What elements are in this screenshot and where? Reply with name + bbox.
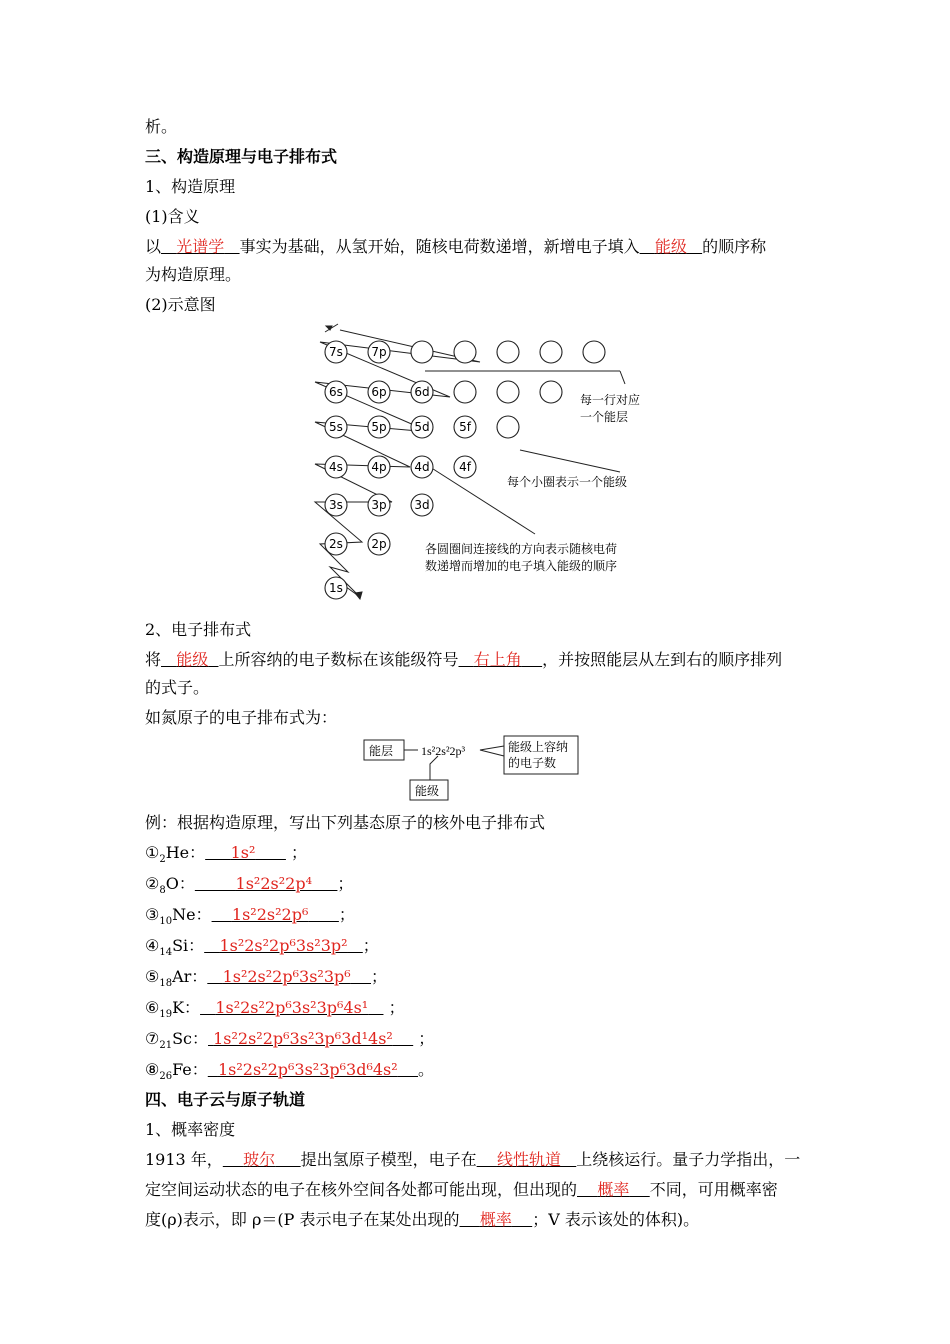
orbital-label: 3p bbox=[371, 498, 387, 512]
note-row-2: 一个能层 bbox=[580, 410, 629, 424]
example-intro: 例：根据构造原理，写出下列基态原子的核外电子排布式 bbox=[145, 813, 546, 832]
section4-p2: 定空间运动状态的电子在核外空间各处都可能出现，但出现的 概率 不同，可用概率密 bbox=[145, 1180, 778, 1199]
section4-heading: 四、电子云与原子轨道 bbox=[145, 1090, 306, 1109]
section3-sub1: 1、构造原理 bbox=[145, 177, 236, 196]
section3-p1-cont: 为构造原理。 bbox=[145, 265, 242, 284]
section3-p2-cont: 的式子。 bbox=[145, 678, 210, 697]
box-count-1: 能级上容纳 bbox=[508, 740, 569, 754]
answer-blank-gailv-2: 概率 bbox=[479, 1210, 512, 1229]
example-o: $②_8O$： 1s²2s²2p⁴ ； bbox=[145, 874, 354, 897]
nitrogen-config: 1s²2s²2p³ bbox=[421, 744, 466, 758]
box-count-2: 的电子数 bbox=[508, 756, 557, 770]
example-si: $④_{14}Si$： 1s²2s²2p⁶3s²3p² ； bbox=[145, 936, 379, 959]
section3-item1: (1)含义 bbox=[145, 207, 200, 226]
box-layer: 能层 bbox=[369, 744, 394, 758]
section3-heading: 三、构造原理与电子排布式 bbox=[145, 147, 338, 166]
example-ar: $⑤_{18}Ar$： 1s²2s²2p⁶3s²3p⁶ ； bbox=[145, 967, 388, 990]
orbital-label: 5d bbox=[414, 420, 430, 434]
answer-blank-guangpuxue: 光谱学 bbox=[176, 237, 225, 256]
note-lines-1: 各圆圈间连接线的方向表示随核电荷 bbox=[425, 542, 618, 556]
orbital-label: 4f bbox=[459, 460, 471, 474]
orbital-label: 5f bbox=[459, 420, 471, 434]
orbital-label: 4d bbox=[414, 460, 430, 474]
section4-p3: 度(ρ)表示，即 ρ＝(P 表示电子在某处出现的 概率 ；V 表示该处的体积)。 bbox=[145, 1210, 700, 1229]
orbital-label: 7p bbox=[371, 345, 387, 359]
section3-p3: 如氮原子的电子排布式为： bbox=[145, 708, 338, 727]
answer-blank-youshangjiao: 右上角 bbox=[473, 650, 522, 669]
orbital-label: 4s bbox=[329, 460, 343, 474]
answer-blank-nengji: 能级 bbox=[654, 237, 687, 256]
section3-sub2: 2、电子排布式 bbox=[145, 620, 252, 639]
answer-blank-boer: 玻尔 bbox=[243, 1150, 276, 1169]
section4-p1: 1913 年， 玻尔 提出氢原子模型，电子在 线性轨道 上绕核运行。量子力学指出，一 bbox=[145, 1150, 801, 1169]
orbital-label: 3d bbox=[414, 498, 430, 512]
orbital-label: 6s bbox=[329, 385, 343, 399]
example-ne: $③_{10}Ne$： 1s²2s²2p⁶ ； bbox=[145, 905, 355, 928]
aufbau-diagram bbox=[300, 322, 670, 607]
section3-p2: 将 能级 上所容纳的电子数标在该能级符号 右上角 ，并按照能层从左到右的顺序排列 bbox=[145, 650, 783, 669]
orbital-label: 2p bbox=[371, 537, 387, 551]
box-level: 能级 bbox=[415, 784, 440, 798]
nitrogen-config-figure bbox=[362, 734, 582, 802]
section4-sub1: 1、概率密度 bbox=[145, 1120, 236, 1139]
orbital-label: 2s bbox=[329, 537, 343, 551]
answer-blank-xianxingguidao: 线性轨道 bbox=[496, 1150, 561, 1169]
example-sc: $⑦_{21}Sc$： 1s²2s²2p⁶3s²3p⁶3d¹4s² ； bbox=[145, 1029, 435, 1052]
example-fe: $⑧_{26}Fe$： 1s²2s²2p⁶3s²3p⁶3d⁶4s² 。 bbox=[145, 1060, 435, 1083]
section3-item2: (2)示意图 bbox=[145, 295, 216, 314]
answer-blank-gailv: 概率 bbox=[597, 1180, 630, 1199]
orbital-label: 7s bbox=[329, 345, 343, 359]
orbital-label: 5p bbox=[371, 420, 387, 434]
note-lines-2: 数递增而增加的电子填入能级的顺序 bbox=[425, 559, 618, 573]
orbital-label: 6p bbox=[371, 385, 387, 399]
intro-tail: 析。 bbox=[145, 117, 178, 136]
note-circle: 每个小圈表示一个能级 bbox=[507, 475, 628, 489]
orbital-label: 1s bbox=[329, 581, 343, 595]
example-k: $⑥_{19}K$： 1s²2s²2p⁶3s²3p⁶4s¹ ； bbox=[145, 998, 405, 1021]
orbital-label: 3s bbox=[329, 498, 343, 512]
note-row-1: 每一行对应 bbox=[580, 393, 641, 407]
orbital-label: 5s bbox=[329, 420, 343, 434]
answer-blank-nengji-2: 能级 bbox=[176, 650, 209, 669]
orbital-label: 4p bbox=[371, 460, 387, 474]
example-he: $①_2He$： 1s² ； bbox=[145, 843, 308, 866]
orbital-label: 6d bbox=[414, 385, 430, 399]
section3-p1: 以 光谱学 事实为基础，从氢开始，随核电荷数递增，新增电子填入 能级 的顺序称 bbox=[145, 237, 767, 256]
